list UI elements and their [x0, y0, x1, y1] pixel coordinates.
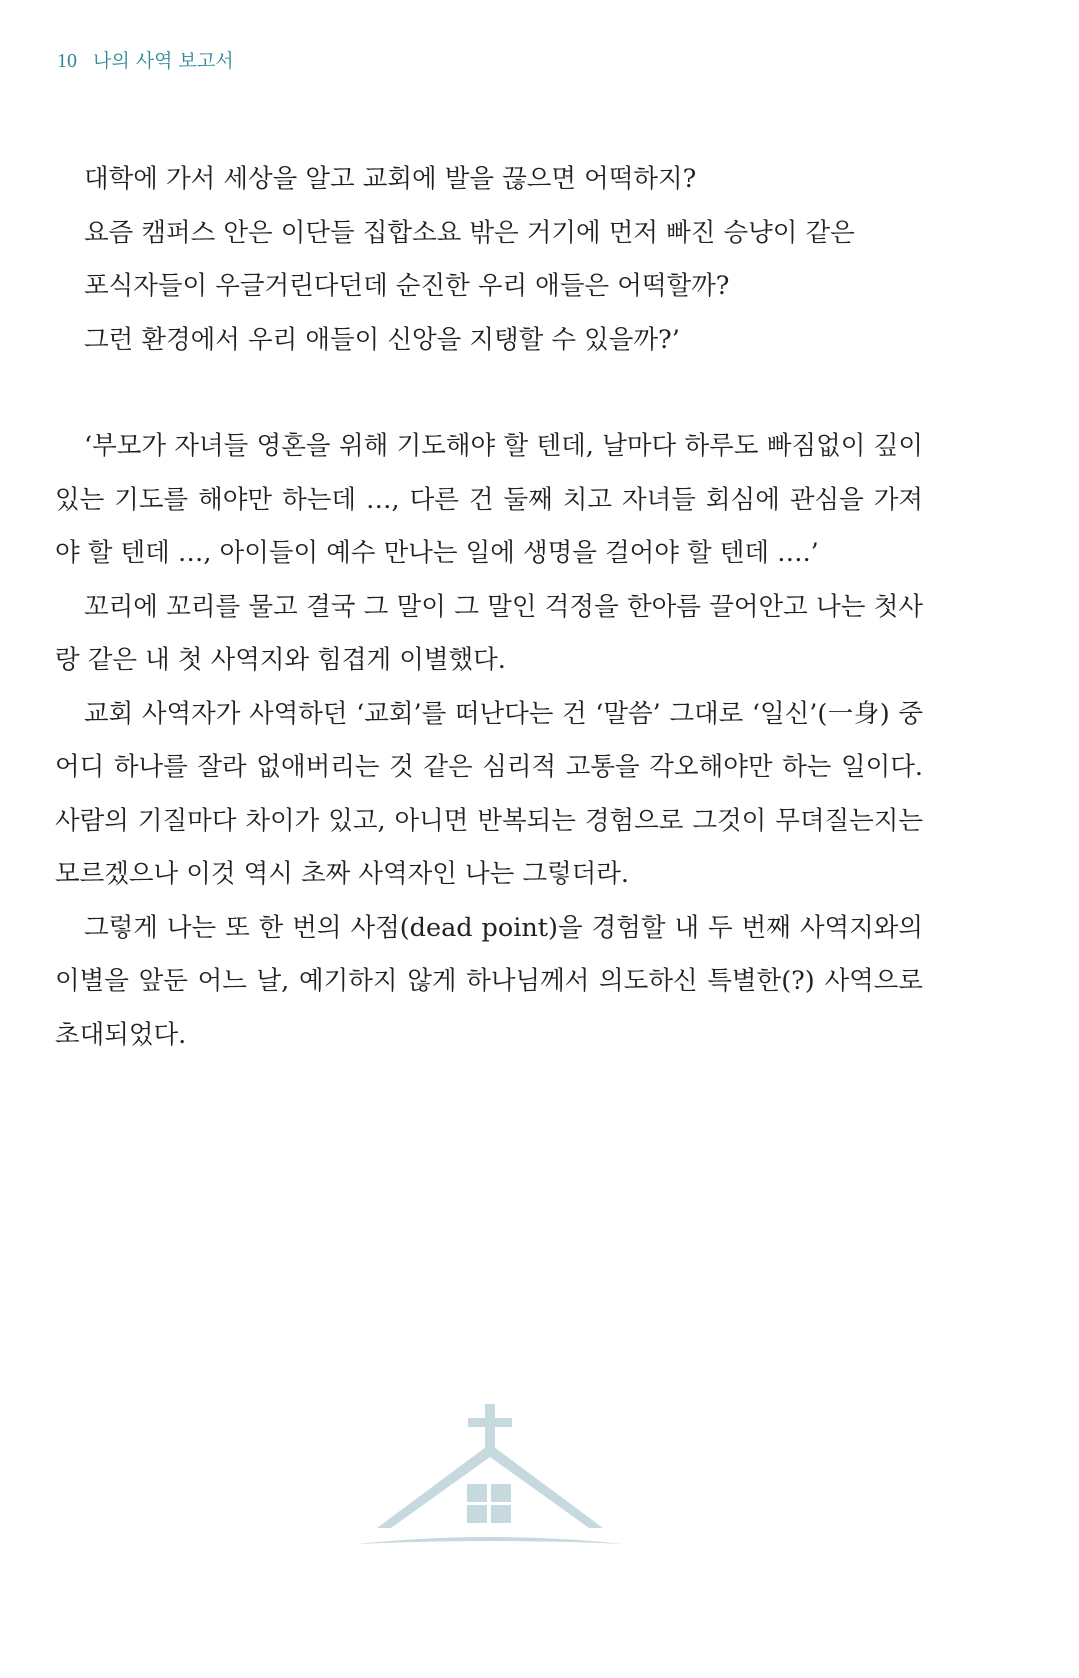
paragraph: ‘부모가 자녀들 영혼을 위해 기도해야 할 텐데, 날마다 하루도 빠짐없이 깊이 있는 기도를 해야만 하는데 …, 다른 건 둘째 치고 자녀들 회심에 관심을 가져야 할 텐데 …, 아이들이 예수 만나는 일에 생명을 걸어야 할 텐데 ….’: [55, 431, 923, 568]
page-number: 10: [57, 50, 77, 72]
stanza-line: 그런 환경에서 우리 애들이 신앙을 지탱할 수 있을까?’: [84, 324, 680, 355]
stanza-line: 대학에 가서 세상을 알고 교회에 발을 끊으면 어떡하지?: [84, 164, 697, 194]
paragraph: 그렇게 나는 또 한 번의 사점(dead point)을 경험할 내 두 번째 사역지와의 이별을 앞둔 어느 날, 예기하지 않게 하나님께서 의도하신 특별한(?) 사역으로 초대되었다.: [55, 912, 923, 1050]
book-title: 나의 사역 보고서: [93, 50, 234, 72]
running-header: [57, 46, 234, 73]
paragraph: 꼬리에 꼬리를 물고 결국 그 말이 그 말인 걱정을 한아름 끌어안고 나는 첫사랑 같은 내 첫 사역지와 힘겹게 이별했다.: [55, 591, 923, 675]
church-house-icon: [355, 1402, 625, 1562]
stanza-line: 포식자들이 우글거린다던데 순진한 우리 애들은 어떡할까?: [84, 271, 730, 301]
body-text: [55, 153, 923, 1062]
paragraph: 교회 사역자가 사역하던 ‘교회’를 떠난다는 건 ‘말씀’ 그대로 ‘일신’(一身) 중 어디 하나를 잘라 없애버리는 것 같은 심리적 고통을 각오해야만 하는 일이다. 사람의 기질마다 차이가 있고, 아니면 반복되는 경험으로 그것이 무뎌질는지는 모르겠으나 이것 역시 초짜 사역자인 나는 그렇더라.: [55, 698, 923, 889]
stanza-line: 요즘 캠퍼스 안은 이단들 집합소요 밖은 거기에 먼저 빠진 승냥이 같은: [84, 217, 855, 248]
